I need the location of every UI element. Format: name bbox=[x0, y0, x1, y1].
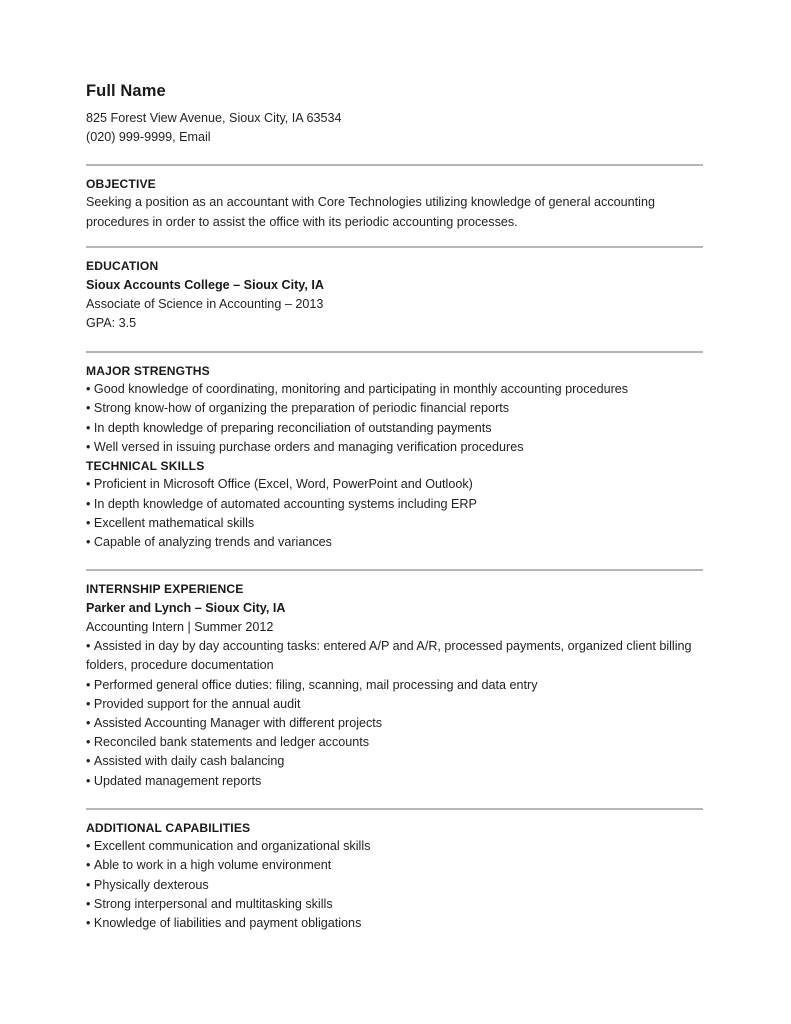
internship-employer: Parker and Lynch – Sioux City, IA bbox=[86, 600, 286, 615]
section-additional-capabilities bbox=[86, 819, 703, 934]
list-item: • Reconciled bank statements and ledger accounts bbox=[86, 733, 703, 752]
technical-skills-heading: TECHNICAL SKILLS bbox=[86, 458, 205, 473]
list-item: • Provided support for the annual audit bbox=[86, 695, 703, 714]
objective-heading: OBJECTIVE bbox=[86, 176, 156, 191]
internship-list bbox=[86, 637, 703, 791]
education-degree: Associate of Science in Accounting – 2013 bbox=[86, 297, 324, 312]
list-item: • Excellent communication and organizational skills bbox=[86, 837, 703, 856]
resume-content bbox=[86, 82, 703, 933]
candidate-name: Full Name bbox=[86, 82, 166, 100]
education-school: Sioux Accounts College – Sioux City, IA bbox=[86, 277, 324, 292]
education-gpa: GPA: 3.5 bbox=[86, 316, 137, 331]
list-item: • Good knowledge of coordinating, monitoring and participating in monthly accounting procedures bbox=[86, 380, 703, 399]
education-heading: EDUCATION bbox=[86, 259, 159, 274]
list-item: • Updated management reports bbox=[86, 772, 703, 791]
list-item: • Physically dexterous bbox=[86, 876, 703, 895]
list-item: • Performed general office duties: filing, scanning, mail processing and data entry bbox=[86, 676, 703, 695]
section-technical-skills bbox=[86, 457, 703, 552]
additional-capabilities-heading: ADDITIONAL CAPABILITIES bbox=[86, 820, 251, 835]
list-item: • Assisted Accounting Manager with different projects bbox=[86, 714, 703, 733]
list-item: • Excellent mathematical skills bbox=[86, 514, 703, 533]
list-item: • Capable of analyzing trends and variances bbox=[86, 533, 703, 552]
section-internship-experience bbox=[86, 580, 703, 791]
list-item: • Knowledge of liabilities and payment obligations bbox=[86, 914, 703, 933]
candidate-address: 825 Forest View Avenue, Sioux City, IA 63534 bbox=[86, 110, 342, 125]
section-major-strengths bbox=[86, 362, 703, 457]
list-item: • Proficient in Microsoft Office (Excel, Word, PowerPoint and Outlook) bbox=[86, 475, 703, 494]
technical-skills-list bbox=[86, 475, 703, 552]
list-item: • Assisted with daily cash balancing bbox=[86, 752, 703, 771]
list-item: • Assisted in day by day accounting tasks: entered A/P and A/R, processed payments, organized client billing folders, procedure documentation bbox=[86, 637, 703, 675]
internship-role-dates: Accounting Intern | Summer 2012 bbox=[86, 619, 274, 634]
list-item: • Strong know-how of organizing the preparation of periodic financial reports bbox=[86, 399, 703, 418]
list-item: • In depth knowledge of preparing reconciliation of outstanding payments bbox=[86, 419, 703, 438]
objective-text: Seeking a position as an accountant with Core Technologies utilizing knowledge of general accounting procedures in order to assist the office with its periodic accounting processes. bbox=[86, 195, 655, 229]
list-item: • Well versed in issuing purchase orders and managing verification procedures bbox=[86, 438, 703, 457]
major-strengths-list bbox=[86, 380, 703, 457]
list-item: • In depth knowledge of automated accounting systems including ERP bbox=[86, 495, 703, 514]
resume-header bbox=[86, 82, 703, 148]
list-item: • Able to work in a high volume environment bbox=[86, 856, 703, 875]
candidate-contact: (020) 999-9999, Email bbox=[86, 130, 211, 145]
additional-capabilities-list bbox=[86, 837, 703, 933]
section-education bbox=[86, 257, 703, 333]
internship-heading: INTERNSHIP EXPERIENCE bbox=[86, 582, 244, 597]
list-item: • Strong interpersonal and multitasking skills bbox=[86, 895, 703, 914]
section-objective bbox=[86, 175, 703, 233]
major-strengths-heading: MAJOR STRENGTHS bbox=[86, 363, 210, 378]
